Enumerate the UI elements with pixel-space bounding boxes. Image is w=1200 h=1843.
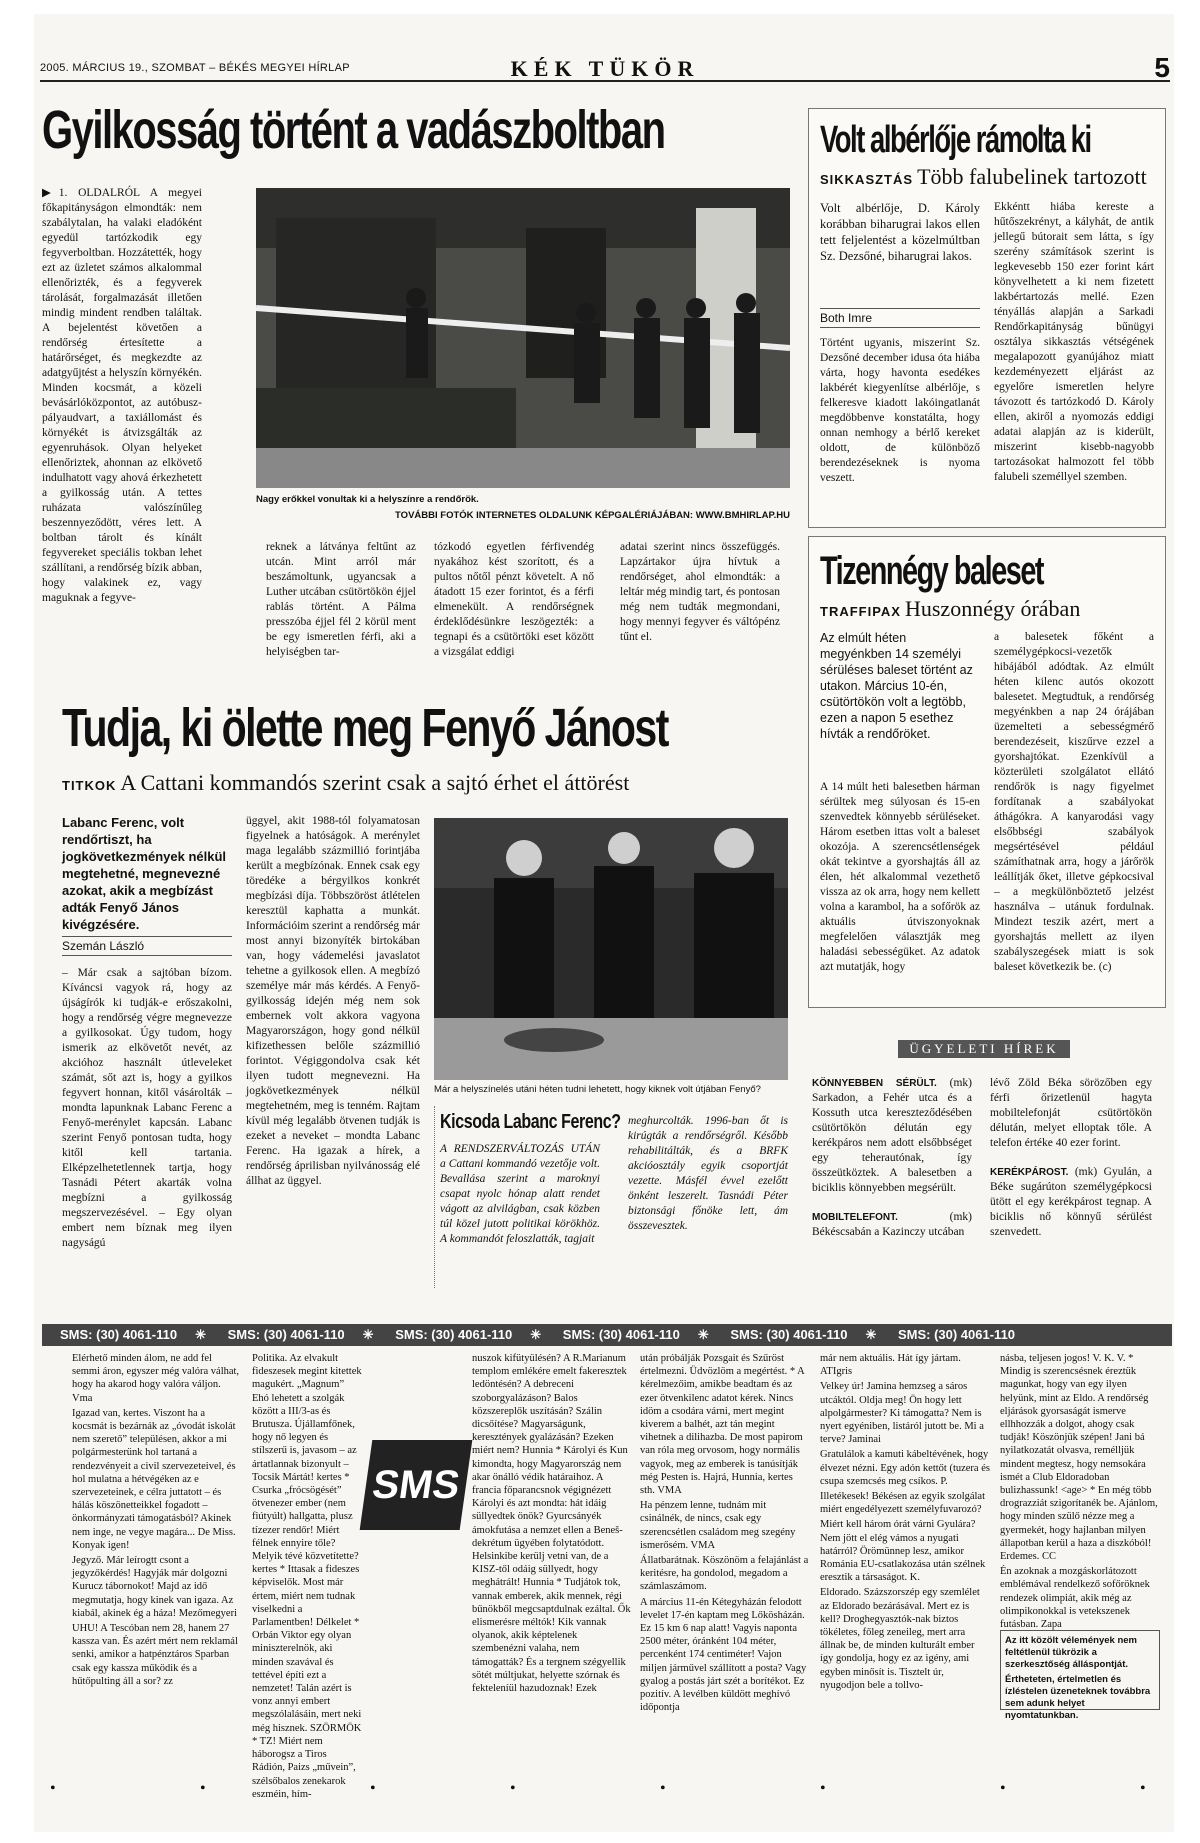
sidebar2-kicker: TRAFFIPAX xyxy=(820,604,901,619)
sidebar2-col2: a balesetek főként a személygépkocsi-vezetők hibájából adódtak. Az elmúlt héten kilenc autós okozott balesetet. Megtudtuk, a rendőrség megyénkben a nap 24 órájában üzemelteti a sebességmérő berendezéseit, kiszűrve ezzel a gyorshajtókat. Ezenkívül a közterületi szolgálatot ellátó rendőrök is nagy figyelmet fordítanak a szabályokat áthágókra. A kanyarodási vagy elsőbbségi szabályok megsértésével például számíthatnak arra, hogy a járőrök leállítják őket, illetve gépkocsival – a megkülönböztető jelzést használva – utánuk fordulnak. Mindezt teszik azért, mert a gyorshajtás mellett az ilyen szabálysze​gések miatt is sok baleset következik be. (c) xyxy=(994,631,1154,973)
sms-message: Én azoknak a mozgáskorlátozott emblémával rendelkező sofőröknek rendezek olimpiát, akik még az olimpikonokkal is vetekszenek futásban. Zapa xyxy=(1000,1566,1150,1631)
sms-message: Illetékesek! Békésen az egyik szolgálat miért engedélyezett személyfuvarozó? xyxy=(820,1491,986,1516)
ugyeleti-item xyxy=(812,1076,972,1196)
sms-number-bar: SMS: (30) 4061-110 ✳ SMS: (30) 4061-110 ✳ SMS: (30) 4061-110 ✳ SMS: (30) 4061-110 ✳ SMS: (30) 4061-110 ✳ SMS: (30) 4061-110 xyxy=(42,1324,1172,1346)
ugyeleti-hirek-header: ÜGYELETI HÍREK xyxy=(898,1040,1070,1058)
ugyeleti-item-text: (mk) Békéscsabán a Kazinczy utcában xyxy=(812,1211,972,1238)
sms-message: UHU! A Tescóban nem 28, hanem 27 kassza van. És azért mért nem reklamál senki, amikor a hatpénztáros Sparban csak egy kassza működik és a hűtőpulting áll a sor? zz xyxy=(72,1623,238,1687)
article2-col1: – Már csak a sajtóban bízom. Kíváncsi vagyok rá, hogy az újságírók ki tudják-e erőszakolni, hogy a rendőrség végre megnevezze a gyilkosokat. Úgy tudom, hogy ismerik az elkövetőt nevét, az akcióhoz használt útleveleket számát, sőt azt is, hogy a gyilkos fegyvert honnan, kitől vásárolták – mondta lapunknak Labanc Ferenc a Fenyő-merénylet kapcsán. Labanc szerint Fenyő pontosan tudta, hogy kitől kell tartania. Elképzelhetetlennek tartja, hogy Tasnádi Pétert akarták volna megbízni a gyilkosság megszervezésével. – Egy olyan embert nem bíznak meg ilyen nagyságú xyxy=(62,967,232,1249)
sms-number: SMS: (30) 4061-110 xyxy=(730,1327,848,1342)
sms-message: Miért kell három órát várni Gyulára? Nem jött el elég vámos a nyugati határról? Örömünnep lesz, amikor Románia EU-csatlakozása után szélnek eresztik a társaságot. K. xyxy=(820,1519,986,1584)
labanc-box-col2: meghurcolták. 1996-ban őt is kirúgták a rendőrségről. Később rehabilitálták, és a BRFK akcióosztály egyik csoportját vezette. Másfél évvel ezelőtt önként leszerelt. Tasnádi Péter biztonsági főnöke lett, ám összevesztek. xyxy=(628,1115,788,1232)
sidebar1-kicker: SIKKASZTÁS xyxy=(820,172,914,187)
sidebar1-col1: Történt ugyanis, miszerint Sz. Dezsőné december idusa óta hiába várta, hogy havonta esedékes lakbérét kiegyenlítse albérlője, s felkeresve kiadott lakóingatlanát megdöbbenve konstatálta, hogy onnan nemhogy a bérlő kereket oldott, de különböző berendezéseknek is nyoma veszett. xyxy=(820,337,980,484)
ugyeleti-item-head: KERÉKPÁROST. xyxy=(990,1167,1069,1178)
sms-logo-text: SMS xyxy=(369,1463,463,1507)
print-registration-marks: • • • • • • • • xyxy=(50,1780,1146,1797)
sms-message: Ha pénzem lenne, tudnám mit csinálnék, de nincs, csak egy szerencsétlen családom meg szegény ismerősém. VMA xyxy=(640,1500,796,1551)
sms-notice-line: Az itt közölt vélemények nem feltétlenül tükrözik a szerkesztőség álláspontját. xyxy=(1005,1635,1137,1670)
article1-photo-credit: TOVÁBBI FOTÓK INTERNETES OLDALUNK KÉPGALÉRIÁJÁBAN: WWW.BMHIRLAP.HU xyxy=(395,510,790,521)
page-number: 5 xyxy=(1154,52,1170,83)
sidebar1-headline: Volt albérlője rámolta ki xyxy=(820,119,1091,161)
sidebar2-headline: Tizennégy baleset xyxy=(820,549,1044,593)
sms-col1 xyxy=(72,1352,242,1772)
sms-message: után próbálják Pozsgait és Szűröst értelmezni. Üdvözlöm a megértést. * A kérelmezőim, amikbe beadtam és az ezer ötvenkilenc adatot kérek. Nincs idöm a csodára várni, mert megint kiverem a balhét, azt tán megint vihetnek a dilihazba. De most papirom van róla meg orvosom, hogy normális vagyok, meg az emberek is tanúsítják még Pesten is. Hajrá, Hunnia, kertes sth. VMA xyxy=(640,1353,805,1497)
sms-number: SMS: (30) 4061-110 xyxy=(897,1327,1016,1342)
sms-col2 xyxy=(252,1352,362,1800)
sms-col5 xyxy=(820,1352,990,1772)
sidebar1-byline: Both Imre xyxy=(820,308,980,328)
ugyeleti-item xyxy=(990,1165,1152,1240)
article2-subhead: A Cattani kommandós szerint csak a sajtó érhet el áttörést xyxy=(120,770,630,795)
ugyeleti-item-text: (mk) Sarkadon, a Fehér utca és a Kossuth utca kereszteződésében csütörtökön délután egy kerékpáros nem adott elsőbbséget egy teherautónak, így összeütköztek. A balesetben a biciklis könnyebben megsérült. xyxy=(812,1077,972,1194)
sms-number: SMS: (30) 4061-110 xyxy=(227,1327,345,1342)
labanc-box-col1: A RENDSZERVÁLTOZÁS UTÁN a Cattani kommandó vezetője volt. Bevallása szerint a maroknyi csapat nyolc hónap alatt rendet vágott az alvilágban, csak közben túl közel jutott politikai körökhöz. A kommandót feloszlatták, tagjait xyxy=(440,1143,600,1245)
article2-col2: üggyel, akit 1988-tól folyamatosan figyelnek a hatóságok. A merénylet maga legalább százmillió forintjába került a megbízónak. Ennek csak egy töredéke a bérgyilkos konkrét megbízási díja. Többszöröst átlételen keresztül kaphatta a munkát. Információim szerint a rendőrség már most annyi bizonyíték birtokában van, hogy vádemelési javaslatot tehetne a gyilkosok ellen. A megbízó személye már más kérdés. A Fenyő-gyilkosság idején még nem sok embernek volt akkora vagyona Magyarországon, hogy gond nélkül kifizethessen belőle százmillió forintot. Végiggondolva csak két ilyen tudott megnevezni. Ha jogkövetkezmények nélkül megtehetném, meg is tenném. Rajtam kívül még legalább ötvenen tudják is ezeket a neveket – mondta Labanc Ferenc. Ha igazak a hírek, a rendőrség áprilisban nyilvánosság elé állhat az üggyel. xyxy=(246,815,420,1187)
shop-front-image xyxy=(256,188,790,488)
sms-number: SMS: (30) 4061-110 xyxy=(60,1327,178,1342)
article2-kicker: TITKOK xyxy=(62,778,117,793)
ugyeleti-item xyxy=(812,1210,972,1240)
article2-lead: Labanc Ferenc, volt rendőrtiszt, ha jogkövetkezmények nélkül megtehetné, megnevezné azokat, akik a megbízást adták Fenyő János kivégzésére. xyxy=(62,815,227,932)
sms-message: Velkey úr! Jamina hemzseg a sáros utcáktól. Oldja meg! Ön hogy lett alpolgármester? Ki támogatta? Nem is nyert egyéniben, listáról jutott be. Mi a terve? Jaminai xyxy=(820,1381,984,1446)
article1-col3: tózkodó egyetlen férfivendég nyakához kést szorított, és a pultos nőtől pénzt követelt. A nő átadott 15 ezer forintot, és a férfi elmenekült. A rendőrségnek érdeklődésünkre leszögezték: a tegnapi és a csütörtöki eset között a vizsgálat eddigi xyxy=(434,541,594,658)
sms-message: Jegyző. Már leírogtt csont a jegyzőkérdés! Hagyják már dolgozni Kurucz tábornokot! Majd az idő megmutatja, hogy kinek van igaza. Az kiabál, akinek ég a háza! Mezőmegyeri xyxy=(72,1555,238,1619)
sms-col6 xyxy=(1000,1352,1164,1631)
sms-message: A március 11-én Kétegyházán felodott levelet 17-én kaptam meg Lőkösházán. Ez 15 km 6 nap alatt! Vagyis naponta 2500 méter, óránként 104 méter, percenként 174 centiméter! Vajon miljen járművel szállított a posta? Vagy gyalog a postás járt szét a borítékot. Ez pozitív. A levélben küldött meghívó időpontja xyxy=(640,1596,807,1714)
ugyeleti-item xyxy=(990,1076,1152,1151)
sidebar2-col1: A 14 múlt heti balesetben hárman sérültek meg súlyosan és 15-en szenvedtek könnyebb sérüléseket. Három esetben ittas volt a baleset okozója. A szerencsétlenségek okát tekintve a gyorshajtás áll az élen, hét alkalommal vezethető vissza az ok arra, hogy nem kellett volna a karambol, ha a sofőrök az aktuális útviszonyoknak megfelelően választják meg haladási sebességüket. Az adatok azt mutatják, hogy xyxy=(820,781,980,973)
sidebar1-lead: Volt albérlője, D. Károly korábban biharugrai lakos ellen tett feljelentést a közelmúltban Sz. Dezsőné, biharugrai lakos. xyxy=(820,201,980,263)
section-title: KÉK TÜKÖR xyxy=(510,56,700,81)
sms-col3 xyxy=(472,1352,632,1772)
labanc-box-headline: Kicsoda Labanc Ferenc? xyxy=(440,1111,621,1133)
sms-message: Politika. Az elvakult fideszesek megint kitettek magukért. „Magnum” Ehó lehetett a szolgák között a III/3-as és Brutusza. Újállamfőnek, hogy nő legyen és stílszerű is, javasom – az ártatlannak bizonyult – Tocsik Mártát! kertes * Csurka „frócsögését” ötvenezer ember (nem fiútyúlt) hallgatta, plusz tízezer rendőr! Miért félnek ennyire tőle? Melyik tévé közvetítette? kertes * Ittasak a fideszes képviselők. Most már értem, miért nem tudnak viselkedni a Parlamentben! Délkelet * Orbán Viktor egy olyan miniszterelnök, aki minden szavával és tettével építi ezt a nemzetet! Talán azért is vonz annyi embert megszólalásáin, mert neki még hisznek. SZÖRMÖK * TZ! Miért nem háborogsz a Tiros Rádión, Paizs „művein”, szélsőbalos zenekarok eszméin, hím- xyxy=(252,1353,362,1800)
crime-scene-image xyxy=(434,818,788,1080)
ugyeleti-col1 xyxy=(812,1076,972,1286)
sms-message: násba, teljesen jogos! V. K. V. * Mindig is szerencsésnek éreztük magunkat, hogy van egy ilyen helyünk, mint az Eldo. A rendőrség eljárások gyorsaságát ismerve ellhhozzák a dolgot, ahogy csak tudják! Köszönjük szépen! Jani bá nyilatkozatát olvasva, remélljük mindent megtesz, hogy nemsokára ismét a Club Eldoradoban bulizhassunk! <age> * En még több drograzziát szigorítanék be. Ajánlom, hogy minden szülő nézze meg a gyermekét, hogy hajlanban milyen állapotban kerül a haza a diszkóból! Erdemes. CC xyxy=(1000,1353,1158,1563)
article2-headline: Tudja, ki ölette meg Fenyő Jánost xyxy=(62,698,668,758)
sms-message: Eldorado. Százszorszép egy szemlélet az Eldorado bezárásával. Mert ez is kell? Droghegyasztók-nak biztos tökéletes, főleg zeneileg, mert arra állnak be, de minden kulturált ember így gondolja, hogy ez az igény, ami egyben minősít is. Tisztelt úr, nyugodjon bele a tollvo- xyxy=(820,1587,980,1691)
ugyeleti-col2 xyxy=(990,1076,1152,1286)
sidebar2-lead: Az elmúlt héten megyénkben 14 személyi sérüléses baleset történt az utakon. Március 10-én, csütörtökön volt a legtöbb, ezen a napon 5 esethez hívták a rendőröket. xyxy=(820,631,973,741)
article1-headline: Gyilkosság történt a vadászboltban xyxy=(42,100,665,160)
ugyeleti-item-head: MOBILTELEFONT. xyxy=(812,1212,898,1223)
article1-col1: ▶1. OLDALRÓL A megyei főkapitányságon elmondták: nem szabálytalan, ha valaki eladóként egyedül tartózkodik egy fegyverboltban. Hozzátették, hogy ezt az üzletet számos alkalommal ellenőrizték, és a fegyverek tárolását, forgalmazását illetően mindig mindent rendben találtak. A bejelentést követően a rendőrség értesítette a határőrséget, és megkezdte az adatgyűjtést a helyszín környékén. Minden kocsmát, a közeli bevásárlóközpontot, az autóbusz-pályaudvart, a taxiállomást és környékét is átvizsgálták az egyenruhások. Olyan helyeket ellenőriztek, ahonnan az elkövető indulhatott vagy ahová érkezhetett a gyilkosság után. A tettes ruházata valószínűleg beszennyeződött, véres lett. A boltban tárolt és kínált fegyvereket speciális tokban lehet szállítani, a rendőrség bízik abban, hogy valakinek ez, vagy maguknak a fegyve- xyxy=(42,187,202,604)
sms-message: már nem aktuális. Hát így jártam. ATIgris xyxy=(820,1353,961,1378)
sms-message: nuszok kifütyülésén? A R.Marianum templom emlékére emelt fakeresztek ledöntésén? A debreceni szoborgyalázáson? Balos közszereplők uszításán? Szálin dicsőítése? Magyarságunk, keresztények gyalázásán? Ezeken miért nem? Hunnia * Károlyi és Kun kimondta, hogy Magyarország nem akar önálló védik határaihoz. A francia főparancsnok végignézett Károlyi és azt mondta: hát idáig süllyedtek önök? Gyurcsányék ámokfutása a nemzet ellen a Beneš-dekrétum ügyében folytatódott. Helsinkibe kerülj vetni van, de a KISZ-től odáig süllyedt, hogy meghátrált! Hunnia * Tudjátok tok, vannak emberek, akik mennek, régi bűnökből megcsaptdulnak ezáltal. Ők elismerésre méltók! Kik vannak olyanok, akik képtelenek szembenézni valaha, nem támogatták? És a tergnem szégyellik sötét múltjukat, helyette szórnak és fekteleníül hazudoznak! Ezek xyxy=(472,1353,631,1695)
sidebar2-subhead: Huszonnégy órában xyxy=(904,596,1081,621)
sms-logo xyxy=(360,1440,473,1530)
article2-photo xyxy=(434,818,788,1080)
article1-col2: reknek a látványa feltűnt az utcán. Mint arról már beszámoltunk, ugyancsak a Luther utcában csütörtökön éjjel rablás történt. A Pálma presszóba éjjel fél 2 körül ment be egy ismeretlen férfi, aki a helyiségben tar- xyxy=(266,541,416,658)
sms-message: Állatbarátnak. Köszönöm a felajánlást a keritésre, ha gondolod, megadom a számlaszámom. xyxy=(640,1555,809,1593)
sms-number: SMS: (30) 4061-110 xyxy=(562,1327,680,1342)
sms-message: Elérhető minden álom, ne add fel semmi áron, egyszer még valóra válhat, hogy ha akarod hogy valóra váljon. Vma xyxy=(72,1353,240,1404)
issue-date: 2005. MÁRCIUS 19., SZOMBAT – BÉKÉS MEGYEI HÍRLAP xyxy=(40,62,350,74)
article2-byline: Szemán László xyxy=(62,936,232,956)
sidebar1-kicker-line xyxy=(820,164,1160,190)
article2-kicker-line xyxy=(62,770,802,796)
article1-photo xyxy=(256,188,790,488)
sidebar1-col2: Ekkéntt hiába kereste a hűtőszekrényt, a kályhát, de antik jellegű bútorait sem látta, s így szerény számítások szerint is legkevesebb 150 ezer forint kárt könyvelhetett a ki nem fizetett lakbértartozás mellé. Ezen tényállás alapján a Sarkadi Rendőrkapitányság bűnügyi osztálya sikkasztás vétségének megalapozott gyanújához miatt kezdeményezett eljárást az egyelőre ismeretlen helyre távozott és tartózkodó D. Károly ellen, akiről a nyomozás eddigi adatai alapján az is kiderült, miszerint kisebb-nagyobb tartozásokat halmozott fel több falubeli személlyel szemben. xyxy=(994,201,1154,483)
sms-message: Gratulálok a kamuti kábeltévének, hogy élvezet nézni. Egy adón kettőt (tuzera és csupa szemcsés meg csíkos. P. xyxy=(820,1449,990,1487)
sidebar2-kicker-line xyxy=(820,596,1160,622)
article1-col4: adatai szerint nincs összefüggés. Lapzártakor újra hívtuk a rendőrséget, ahol elmondták: a leltár még mindig tart, és pontosan még nem tudták megmondani, hogy mennyi fegyver és váltópénz tűnt el. xyxy=(620,541,780,643)
ugyeleti-item-head: KÖNNYEBBEN SÉRÜLT. xyxy=(812,1078,937,1089)
article2-photo-caption: Már a helyszínelés utáni héten tudni lehetett, hogy kiknek volt útjában Fenyő? xyxy=(434,1084,761,1095)
article1-photo-caption: Nagy erőkkel vonultak ki a helyszínre a rendőrök. xyxy=(256,494,479,505)
ugyeleti-item-text: (mk) Gyulán, a Béke sugárúton személygépkocsi ütött el egy kerékpárost tegnap. A biciklis nő könnyű sérülést szenvedett. xyxy=(990,1166,1152,1238)
sms-notice-line: Értheteten, értelmetlen és ízléstelen üzeneteknek továbbra sem adunk helyet nyomtatunkban. xyxy=(1005,1674,1151,1721)
sms-number: SMS: (30) 4061-110 xyxy=(395,1327,513,1342)
sidebar1-subhead: Több falubelinek tartozott xyxy=(917,164,1147,189)
sms-notice-box xyxy=(1000,1630,1160,1721)
sms-message: Igazad van, kertes. Viszont ha a kocsmát is bezárnák az „óvodát iskolát nem szerető” településen, akkor a mi polgármesterünk hol tartaná a rendezvényeit a civil szervezeteivel, és hol mulatna a hétvégéken az e szervezeteinek, e célra juttatott – és hálás köszönetteikkel fogadott – önkormányzati támogatásból? Akinek nem inge, ne vegye magára... De Miss. Konyak igen! xyxy=(72,1407,236,1551)
ugyeleti-item-text: lévő Zöld Béka sörözőben egy férfi őrizetlenül hagyta mobiltelefonját csütörtökön délután, melyet elloptak tőle. A telefon értéke 40 ezer forint. xyxy=(990,1077,1152,1149)
running-header xyxy=(40,52,1170,83)
sms-col4 xyxy=(640,1352,810,1772)
